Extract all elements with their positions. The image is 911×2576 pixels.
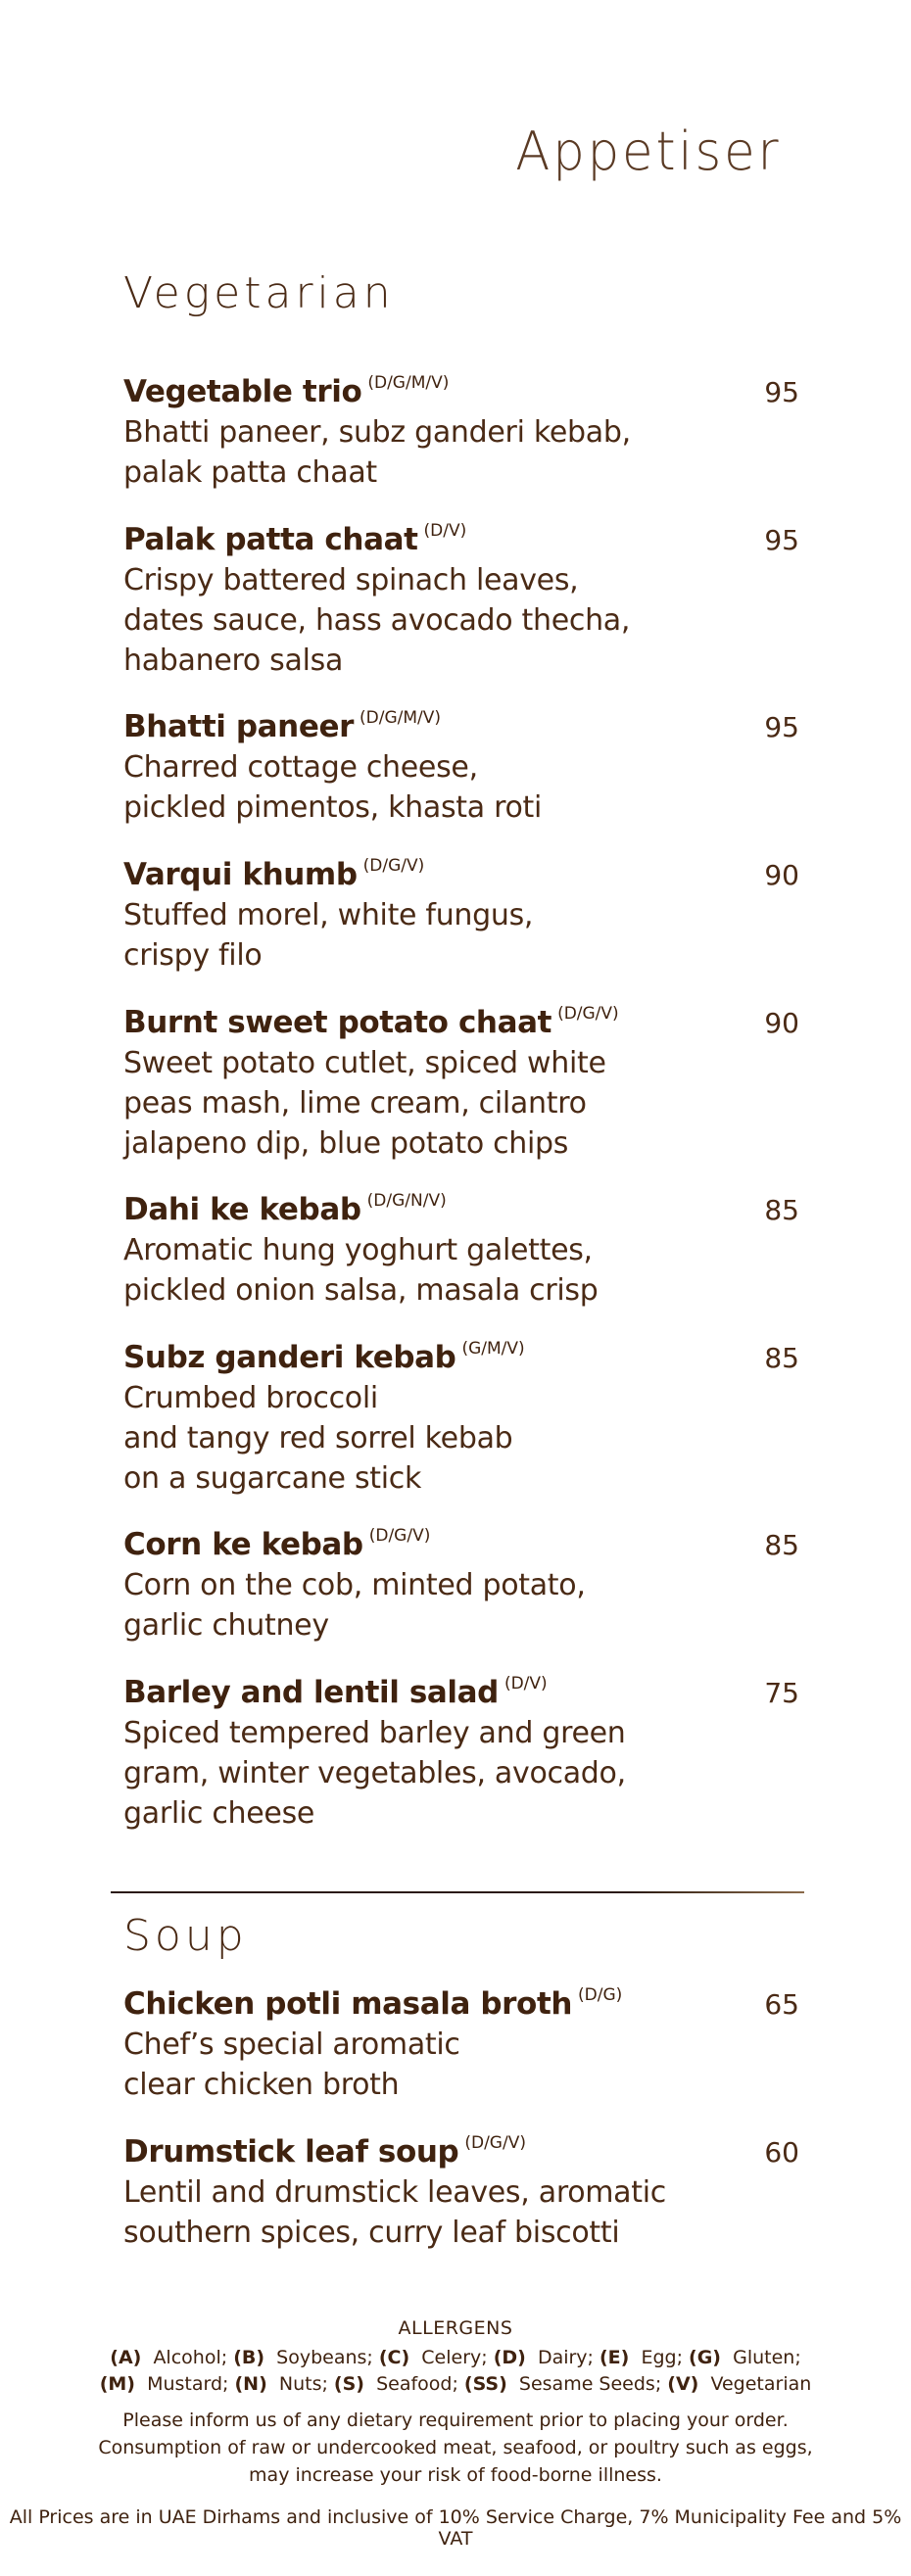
item-allergen-tags: (D/V): [503, 1674, 548, 1693]
allergen-code: (A): [110, 2347, 142, 2368]
item-name: Drumstick leaf soup: [123, 2134, 459, 2170]
allergen-code: (S): [333, 2373, 364, 2395]
item-description-line: dates sauce, hass avocado thecha,: [123, 603, 631, 638]
item-description: [123, 2172, 672, 2253]
dietary-notice: [0, 2407, 911, 2489]
item-description-line: Corn on the cob, minted potato,: [123, 1568, 586, 1602]
item-description-line: peas mash, lime cream, cilantro: [123, 1086, 587, 1121]
menu-item: [123, 855, 799, 976]
item-price: 65: [764, 1988, 799, 2021]
item-allergen-tags: (D/G/V): [464, 2133, 526, 2153]
item-description-line: Sweet potato cutlet, spiced white: [123, 1046, 606, 1080]
item-description-line: Bhatti paneer, subz ganderi kebab,: [123, 415, 631, 450]
menu-item: [123, 707, 799, 828]
price-disclaimer: All Prices are in UAE Dirhams and inclusive of 10% Service Charge, 7% Municipality Fee and 5% VAT: [9, 2506, 902, 2550]
allergen-code: (B): [233, 2347, 265, 2368]
menu-item: [123, 372, 799, 493]
item-price: 90: [764, 859, 799, 891]
menu-item: [123, 1003, 799, 1164]
item-description-line: pickled onion salsa, masala crisp: [123, 1273, 599, 1308]
item-price: 95: [764, 524, 799, 556]
item-name: Dahi ke kebab: [123, 1192, 361, 1227]
allergen-code: (D): [493, 2347, 526, 2368]
item-description-line: Stuffed morel, white fungus,: [123, 898, 534, 932]
item-description: [123, 747, 672, 828]
section-title-vegetarian: Vegetarian: [123, 268, 395, 318]
item-description-line: Crispy battered spinach leaves,: [123, 563, 579, 597]
item-name: Bhatti paneer: [123, 709, 354, 744]
notice-line: Consumption of raw or undercooked meat, seafood, or poultry such as eggs,: [98, 2437, 813, 2458]
item-description: [123, 2025, 672, 2105]
allergen-label: Soybeans;: [276, 2347, 373, 2368]
allergens-line: [0, 2345, 911, 2371]
item-description-line: crispy filo: [123, 938, 263, 973]
item-name: Barley and lentil salad: [123, 1675, 499, 1710]
item-description: [123, 1378, 672, 1499]
allergen-code: (M): [99, 2373, 135, 2395]
section-title-soup: Soup: [123, 1911, 248, 1961]
item-description-line: southern spices, curry leaf biscotti: [123, 2216, 620, 2250]
item-description-line: pickled pimentos, khasta roti: [123, 790, 543, 825]
item-price: 85: [764, 1529, 799, 1561]
item-description-line: jalapeno dip, blue potato chips: [123, 1126, 569, 1161]
item-name: Corn ke kebab: [123, 1527, 363, 1562]
allergen-label: Gluten;: [733, 2347, 801, 2368]
item-description: [123, 1043, 672, 1164]
menu-item: [123, 1190, 799, 1311]
allergen-code: (N): [234, 2373, 267, 2395]
item-name: Burnt sweet potato chaat: [123, 1005, 552, 1040]
allergen-label: Seafood;: [376, 2373, 458, 2395]
item-price: 85: [764, 1194, 799, 1226]
item-description-line: Chef’s special aromatic: [123, 2027, 460, 2062]
item-description-line: Lentil and drumstick leaves, aromatic: [123, 2175, 666, 2210]
item-description-line: garlic chutney: [123, 1608, 329, 1643]
item-price: 85: [764, 1342, 799, 1374]
item-description-line: gram, winter vegetables, avocado,: [123, 1756, 626, 1790]
item-allergen-tags: (D/G/V): [557, 1004, 619, 1024]
item-description-line: habanero salsa: [123, 644, 344, 678]
item-description: [123, 1713, 672, 1834]
item-description: [123, 560, 672, 681]
item-name: Palak patta chaat: [123, 522, 418, 557]
allergen-label: Alcohol;: [153, 2347, 228, 2368]
item-description-line: garlic cheese: [123, 1796, 315, 1831]
item-description: [123, 1565, 672, 1646]
allergen-code: (G): [689, 2347, 721, 2368]
item-description: [123, 412, 672, 493]
item-description-line: clear chicken broth: [123, 2068, 400, 2102]
item-allergen-tags: (D/G/V): [362, 856, 425, 876]
allergen-label: Sesame Seeds;: [518, 2373, 662, 2395]
allergen-label: Egg;: [641, 2347, 683, 2368]
menu-item: [123, 1984, 799, 2105]
item-price: 75: [764, 1677, 799, 1709]
item-description-line: Spiced tempered barley and green: [123, 1716, 626, 1750]
page-title: Appetiser: [514, 120, 781, 182]
item-allergen-tags: (D/G/M/V): [367, 373, 450, 393]
allergens-line: [0, 2371, 911, 2398]
menu-item: [123, 520, 799, 681]
item-price: 60: [764, 2136, 799, 2169]
menu-item: [123, 2132, 799, 2253]
allergens-heading: ALLERGENS: [398, 2317, 513, 2339]
item-price: 90: [764, 1007, 799, 1039]
menu-item: [123, 1673, 799, 1834]
item-allergen-tags: (D/G/N/V): [366, 1191, 447, 1211]
item-allergen-tags: (D/G): [578, 1985, 623, 2005]
item-allergen-tags: (G/M/V): [461, 1339, 525, 1359]
item-allergen-tags: (D/V): [423, 521, 467, 541]
item-name: Vegetable trio: [123, 374, 362, 409]
notice-line: Please inform us of any dietary requirement prior to placing your order.: [122, 2409, 789, 2431]
allergen-code: (V): [667, 2373, 699, 2395]
item-description-line: on a sugarcane stick: [123, 1461, 422, 1496]
item-description-line: Charred cottage cheese,: [123, 750, 478, 785]
allergen-label: Celery;: [421, 2347, 488, 2368]
allergen-code: (C): [378, 2347, 410, 2368]
item-name: Varqui khumb: [123, 857, 358, 892]
item-description-line: Aromatic hung yoghurt galettes,: [123, 1233, 593, 1267]
item-allergen-tags: (D/G/V): [368, 1526, 431, 1546]
allergen-code: (SS): [463, 2373, 507, 2395]
item-description: [123, 1230, 672, 1311]
menu-item: [123, 1338, 799, 1499]
section-divider: [111, 1891, 804, 1893]
item-price: 95: [764, 376, 799, 408]
item-name: Subz ganderi kebab: [123, 1340, 456, 1375]
item-description-line: Crumbed broccoli: [123, 1381, 378, 1415]
notice-line: may increase your risk of food-borne illness.: [249, 2464, 662, 2486]
item-price: 95: [764, 711, 799, 743]
item-name: Chicken potli masala broth: [123, 1986, 573, 2022]
allergen-label: Nuts;: [278, 2373, 328, 2395]
allergen-label: Mustard;: [147, 2373, 229, 2395]
item-description: [123, 895, 672, 976]
allergens-legend: [0, 2345, 911, 2398]
allergen-code: (E): [599, 2347, 630, 2368]
allergen-label: Vegetarian: [710, 2373, 812, 2395]
item-description-line: palak patta chaat: [123, 455, 377, 490]
item-allergen-tags: (D/G/M/V): [360, 708, 442, 728]
menu-item: [123, 1525, 799, 1646]
item-description-line: and tangy red sorrel kebab: [123, 1421, 513, 1455]
allergen-label: Dairy;: [537, 2347, 594, 2368]
